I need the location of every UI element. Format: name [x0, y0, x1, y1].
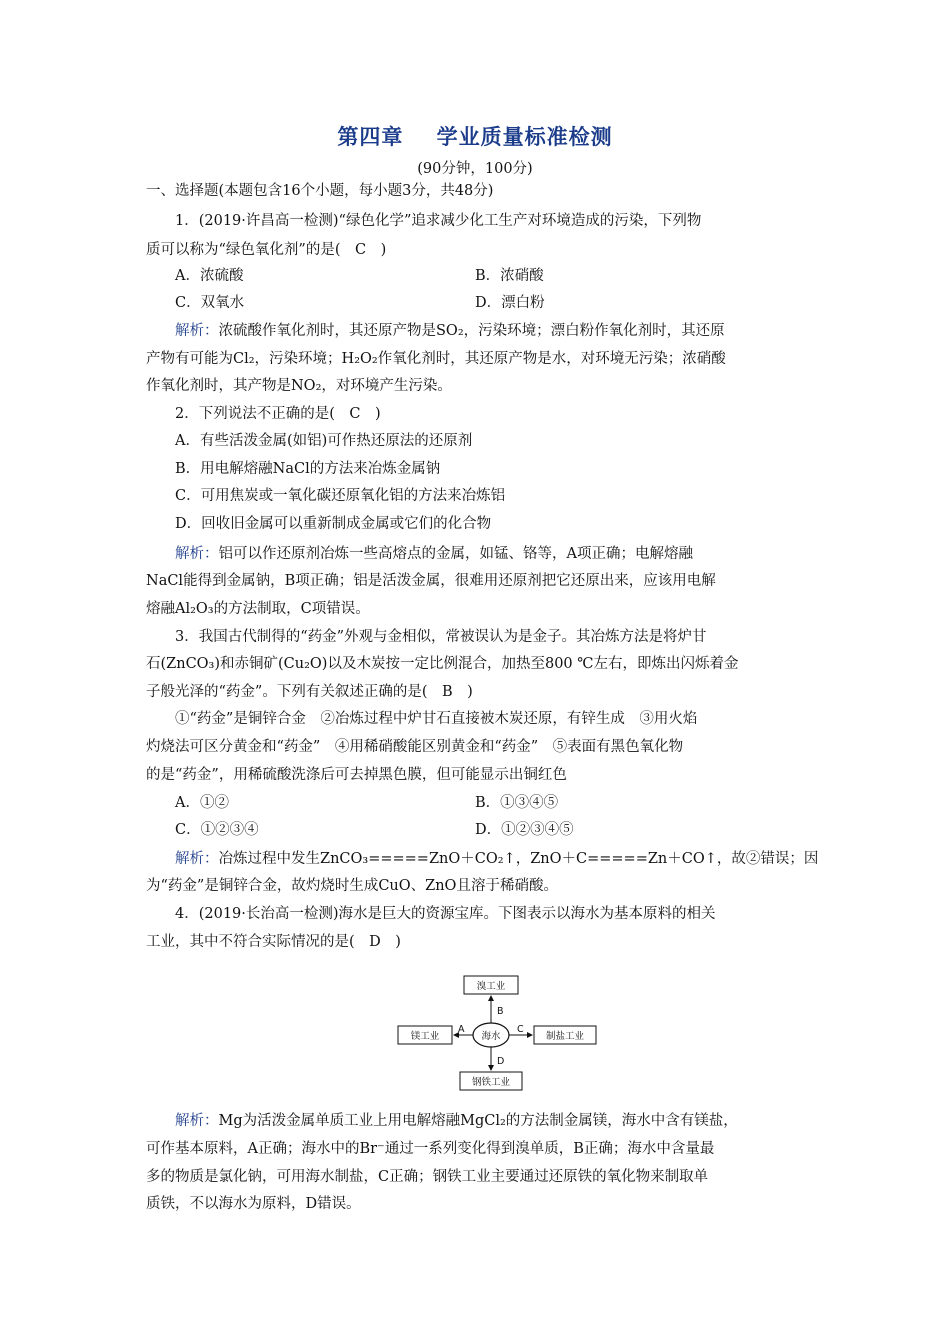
label-d: D	[497, 1056, 505, 1067]
seawater-label: 海水	[481, 1031, 501, 1042]
q1-option-b: B．浓硝酸	[475, 268, 544, 284]
q3-option-b: B．①③④⑤	[475, 795, 559, 811]
q3-stem-line-3: 子般光泽的“药金”。下列有关叙述正确的是( B )	[146, 684, 473, 700]
q1-option-a: A．浓硫酸	[175, 268, 244, 284]
section-heading: 一、选择题(本题包含16个小题，每小题3分，共48分)	[146, 183, 494, 199]
explanation-label: 解析：	[175, 1113, 219, 1129]
q3-option-c: C．①②③④	[175, 822, 259, 838]
q3-statements-line-1: ①“药金”是铜锌合金 ②冶炼过程中炉甘石直接被木炭还原，有锌生成 ③用火焰	[175, 711, 698, 727]
q4-explanation-line-2: 可作基本原料，A正确；海水中的Br⁻通过一系列变化得到溴单质，B正确；海水中含量最	[146, 1141, 715, 1157]
salt-industry-label: 制盐工业	[545, 1031, 585, 1042]
q1-stem-line-2: 质可以称为“绿色氧化剂”的是( C )	[146, 242, 387, 258]
explanation-label: 解析：	[175, 851, 219, 867]
explanation-label: 解析：	[175, 546, 219, 562]
q3-stem-line-1: 3．我国古代制得的“药金”外观与金相似，常被误认为是金子。其冶炼方法是将炉甘	[175, 629, 707, 645]
q3-explanation-text-1: 冶炼过程中发生ZnCO₃=====ZnO＋CO₂↑，ZnO＋C=====Zn＋CO↑，故②错误；因	[218, 851, 819, 867]
q3-statements-line-2: 灼烧法可区分黄金和“药金” ④用稀硝酸能区别黄金和“药金” ⑤表面有黑色氧化物	[146, 739, 684, 755]
q2-option-c: C．可用焦炭或一氧化碳还原氧化铝的方法来冶炼铝	[175, 488, 506, 504]
explanation-label: 解析：	[175, 323, 219, 339]
q1-explanation-text-1: 浓硫酸作氧化剂时，其还原产物是SO₂，污染环境；漂白粉作氧化剂时，其还原	[218, 323, 725, 339]
q4-explanation-line-4: 质铁，不以海水为原料，D错误。	[146, 1196, 361, 1212]
q3-explanation-line-1	[175, 849, 818, 869]
q2-explanation-line-2: NaCl能得到金属钠，B项正确；铝是活泼金属，很难用还原剂把它还原出来，应该用电解	[146, 573, 716, 589]
steel-industry-label: 钢铁工业	[471, 1077, 511, 1088]
q3-explanation-line-2: 为“药金”是铜锌合金，故灼烧时生成CuO、ZnO且溶于稀硝酸。	[146, 878, 558, 894]
q2-explanation-line-1	[175, 544, 693, 564]
label-a: A	[458, 1024, 465, 1035]
q2-option-d: D．回收旧金属可以重新制成金属或它们的化合物	[175, 516, 492, 532]
q2-option-a: A．有些活泼金属(如铝)可作热还原法的还原剂	[175, 433, 473, 449]
q1-explanation-line-1	[175, 321, 725, 341]
q4-explanation-text-1: Mg为活泼金属单质工业上用电解熔融MgCl₂的方法制金属镁，海水中含有镁盐，	[218, 1113, 738, 1129]
q1-stem-line-1: 1．(2019·许昌高一检测)“绿色化学”追求减少化工生产对环境造成的污染，下列物	[175, 213, 702, 229]
q3-option-d: D．①②③④⑤	[475, 822, 574, 838]
bromine-industry-label: 溴工业	[476, 981, 506, 992]
q1-option-d: D．漂白粉	[475, 295, 545, 311]
label-b: B	[497, 1006, 504, 1017]
q4-explanation-line-1	[175, 1111, 738, 1131]
q3-statements-line-3: 的是“药金”，用稀硫酸洗涤后可去掉黑色膜，但可能显示出铜红色	[146, 767, 567, 783]
q4-stem-line-1: 4．(2019·长治高一检测)海水是巨大的资源宝库。下图表示以海水为基本原料的相关	[175, 906, 716, 922]
label-c: C	[517, 1024, 524, 1035]
seawater-industry-diagram	[396, 974, 636, 1094]
page-subtitle: (90分钟，100分)	[417, 161, 533, 177]
magnesium-industry-label: 镁工业	[410, 1031, 440, 1042]
q2-explanation-text-1: 铝可以作还原剂冶炼一些高熔点的金属，如锰、铬等，A项正确；电解熔融	[218, 546, 693, 562]
q4-explanation-line-3: 多的物质是氯化钠，可用海水制盐，C正确；钢铁工业主要通过还原铁的氧化物来制取单	[146, 1169, 709, 1185]
q4-stem-line-2: 工业，其中不符合实际情况的是( D )	[146, 934, 401, 950]
q1-option-c: C．双氧水	[175, 295, 245, 311]
q3-stem-line-2: 石(ZnCO₃)和赤铜矿(Cu₂O)以及木炭按一定比例混合，加热至800 ℃左右，即炼出闪烁着金	[146, 656, 739, 672]
q1-explanation-line-2: 产物有可能为Cl₂，污染环境；H₂O₂作氧化剂时，其还原产物是水，对环境无污染；浓硝酸	[146, 351, 726, 367]
q3-option-a: A．①②	[175, 795, 229, 811]
q2-stem: 2．下列说法不正确的是( C )	[175, 406, 381, 422]
q2-option-b: B．用电解熔融NaCl的方法来冶炼金属钠	[175, 461, 441, 477]
q2-explanation-line-3: 熔融Al₂O₃的方法制取，C项错误。	[146, 601, 370, 617]
q1-explanation-line-3: 作氧化剂时，其产物是NO₂，对环境产生污染。	[146, 378, 452, 394]
page-title: 第四章 学业质量标准检测	[337, 125, 613, 149]
